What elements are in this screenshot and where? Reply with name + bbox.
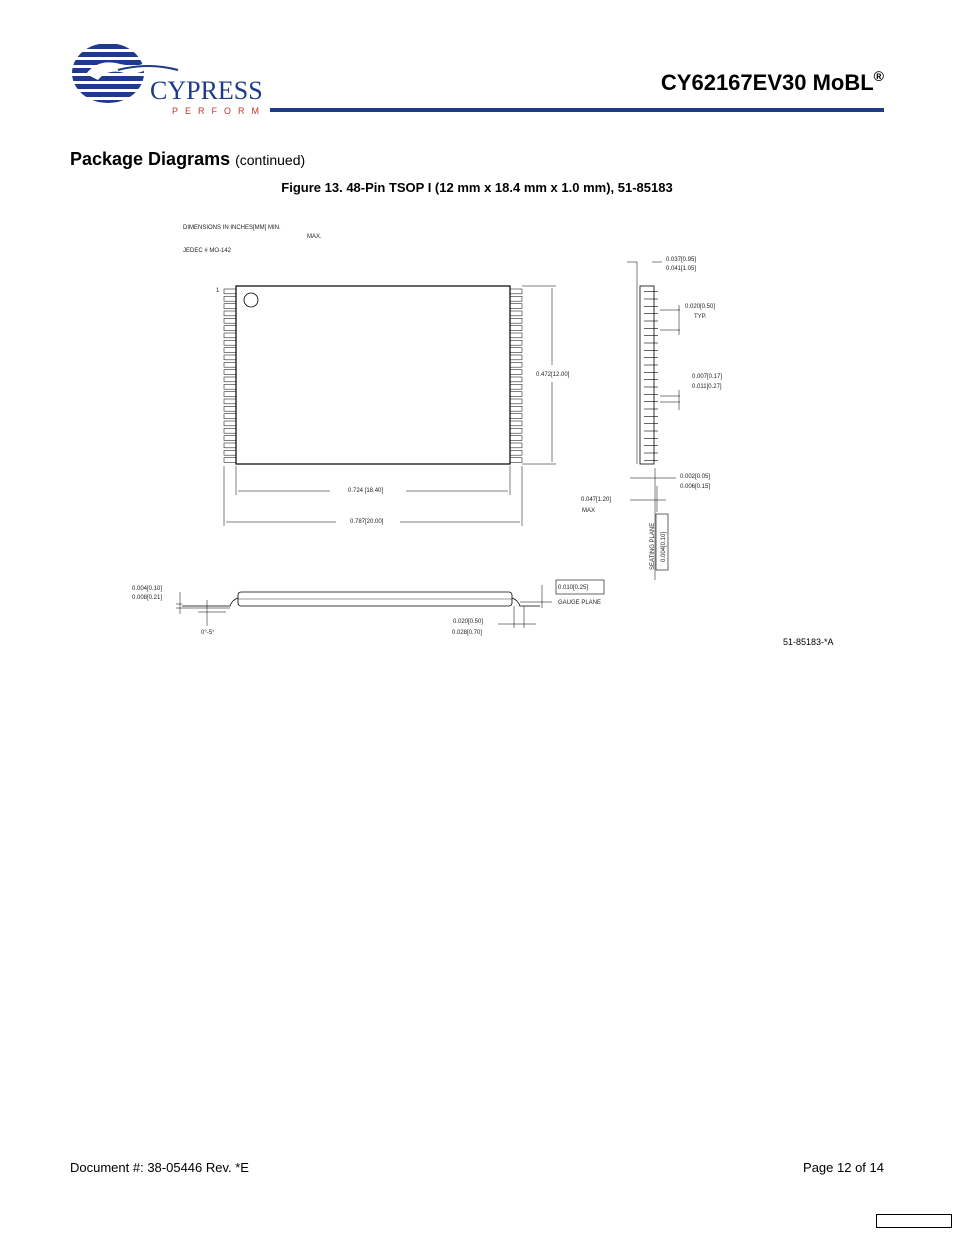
dim-pitch-typ: TYP. — [694, 314, 707, 320]
dim-foot-min: 0.020[0.50] — [453, 619, 484, 625]
gauge-plane-label: GAUGE PLANE — [558, 600, 602, 606]
dim-height-max: MAX — [582, 508, 596, 514]
lead-pin — [224, 348, 236, 353]
seating-plane-label: SEATING PLANE — [650, 522, 656, 570]
end-view — [132, 580, 604, 636]
dim-length-body: 0.724 [18.40] — [348, 488, 384, 494]
dim-lead-width-max: 0.011[0.27] — [692, 384, 722, 390]
lead-pin — [224, 289, 236, 294]
lead-pin — [510, 399, 522, 404]
dim-standoff-min: 0.002[0.05] — [680, 474, 711, 480]
lead-pin — [224, 296, 236, 301]
lead-pin — [224, 428, 236, 433]
lead-pin — [510, 318, 522, 323]
lead-pin — [224, 333, 236, 338]
lead-pin — [510, 362, 522, 367]
note-dimensions: DIMENSIONS IN INCHES[MM] MIN. — [183, 225, 281, 231]
package-body — [236, 286, 510, 464]
lead-pin — [510, 392, 522, 397]
left-pins — [224, 289, 236, 463]
lead-pin — [510, 289, 522, 294]
lead-pin — [224, 370, 236, 375]
right-pins — [510, 289, 522, 463]
lead-pin — [224, 436, 236, 441]
lead-pin — [224, 421, 236, 426]
lead-pin — [510, 421, 522, 426]
lead-pin — [510, 428, 522, 433]
product-title: CY62167EV30 MoBL® — [660, 68, 884, 95]
dim-lead-offset-min: 0.037[0.95] — [666, 257, 697, 263]
lead-pin — [510, 311, 522, 316]
side-view — [581, 257, 722, 580]
dim-lead-thick-max: 0.008[0.21] — [132, 595, 163, 601]
lead-pin — [224, 450, 236, 455]
dim-length-total: 0.787[20.00] — [350, 519, 384, 525]
lead-pin — [510, 304, 522, 309]
lead-pin — [224, 458, 236, 463]
lead-pin — [510, 296, 522, 301]
lead-pin — [510, 348, 522, 353]
section-heading: Package Diagrams (continued) — [70, 149, 306, 169]
lead-pin — [224, 414, 236, 419]
pin-one-label: 1 — [216, 288, 220, 294]
footer-document-number: Document #: 38-05446 Rev. *E — [70, 1160, 249, 1175]
note-jedec: JEDEC # MO-142 — [183, 248, 232, 254]
dim-pitch: 0.020[0.50] — [685, 304, 716, 310]
lead-pin — [224, 340, 236, 345]
footer-page-number: Page 12 of 14 — [803, 1160, 884, 1175]
dim-foot-max: 0.028[0.70] — [452, 630, 483, 636]
lead-pin — [510, 340, 522, 345]
dim-lead-offset-max: 0.041[1.05] — [666, 266, 697, 272]
brand-tagline: PERFORM — [172, 106, 266, 116]
lead-pin — [510, 436, 522, 441]
lead-pin — [510, 406, 522, 411]
dim-angle: 0°-5° — [201, 630, 215, 636]
lead-pin — [510, 377, 522, 382]
lead-pin — [510, 355, 522, 360]
feedback-box[interactable] — [876, 1214, 952, 1228]
lead-pin — [224, 326, 236, 331]
side-pins — [644, 292, 658, 461]
registered-mark: ® — [873, 68, 884, 84]
dim-lead-width-min: 0.007[0.17] — [692, 374, 723, 380]
lead-pin — [510, 450, 522, 455]
lead-pin — [510, 443, 522, 448]
pin1-marker — [244, 293, 258, 307]
dim-gauge: 0.010[0.25] — [558, 585, 589, 591]
lead-pin — [224, 362, 236, 367]
top-view — [216, 286, 570, 526]
dim-standoff-max: 0.006[0.15] — [680, 484, 711, 490]
lead-pin — [224, 318, 236, 323]
lead-pin — [224, 399, 236, 404]
lead-pin — [510, 414, 522, 419]
lead-pin — [224, 304, 236, 309]
lead-pin — [224, 406, 236, 411]
lead-pin — [510, 384, 522, 389]
dim-height: 0.047[1.20] — [581, 497, 612, 503]
lead-pin — [224, 355, 236, 360]
note-max: MAX. — [307, 234, 322, 240]
lead-pin — [224, 311, 236, 316]
drawing-id: 51-85183-*A — [783, 637, 834, 647]
dim-width-body: 0.472[12.00] — [536, 372, 570, 378]
lead-pin — [510, 370, 522, 375]
lead-pin — [224, 443, 236, 448]
lead-pin — [224, 377, 236, 382]
lead-pin — [224, 384, 236, 389]
brand-name: CYPRESS — [150, 76, 263, 105]
coplanarity-label: 0.004[0.10] — [661, 531, 667, 562]
lead-pin — [510, 333, 522, 338]
lead-pin — [510, 326, 522, 331]
lead-pin — [224, 392, 236, 397]
lead-pin — [510, 458, 522, 463]
figure-caption: Figure 13. 48-Pin TSOP I (12 mm x 18.4 mm x 1.0 mm), 51-85183 — [281, 180, 673, 195]
dim-lead-thick-min: 0.004[0.10] — [132, 586, 163, 592]
